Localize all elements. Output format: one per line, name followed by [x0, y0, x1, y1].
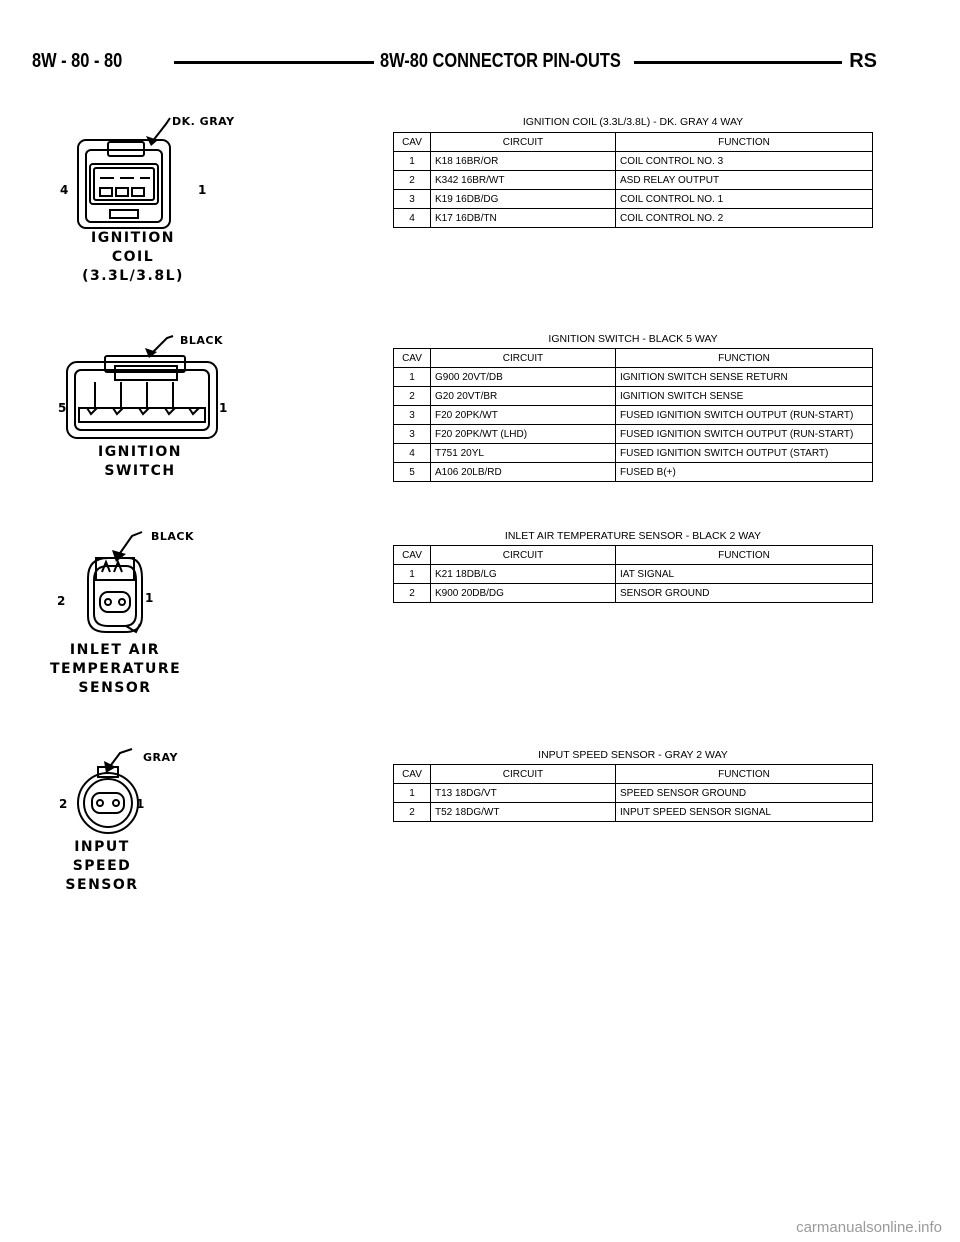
- circuit-cell: K342 16BR/WT: [431, 171, 616, 190]
- pinout-table-input-speed-sensor: [393, 764, 873, 822]
- circuit-cell: T52 18DG/WT: [431, 803, 616, 822]
- circuit-cell: F20 20PK/WT: [431, 406, 616, 425]
- watermark: carmanualsonline.info: [796, 1219, 942, 1236]
- pin-label-right: 1: [136, 797, 146, 811]
- function-cell: IGNITION SWITCH SENSE RETURN: [616, 368, 873, 387]
- function-cell: SPEED SENSOR GROUND: [616, 784, 873, 803]
- cav-cell: 2: [394, 387, 431, 406]
- table-row: [394, 387, 873, 406]
- table-row: [394, 803, 873, 822]
- cav-cell: 3: [394, 406, 431, 425]
- circuit-cell: G900 20VT/DB: [431, 368, 616, 387]
- header-function: FUNCTION: [616, 546, 873, 565]
- table-title: IGNITION SWITCH - BLACK 5 WAY: [548, 333, 718, 345]
- pin-label-left: 2: [59, 797, 69, 811]
- table-header-row: [394, 349, 873, 368]
- circuit-cell: A106 20LB/RD: [431, 463, 616, 482]
- function-cell: INPUT SPEED SENSOR SIGNAL: [616, 803, 873, 822]
- header-rule-left: [174, 61, 374, 64]
- pinout-table-inlet-air-temp-sensor: [393, 545, 873, 603]
- function-cell: FUSED B(+): [616, 463, 873, 482]
- function-cell: FUSED IGNITION SWITCH OUTPUT (START): [616, 444, 873, 463]
- circuit-cell: K17 16DB/TN: [431, 209, 616, 228]
- color-label: GRAY: [143, 751, 178, 764]
- circuit-cell: K21 18DB/LG: [431, 565, 616, 584]
- circuit-cell: K900 20DB/DG: [431, 584, 616, 603]
- pin-label-left: 2: [57, 594, 67, 608]
- connector-name: INLET AIR TEMPERATURE SENSOR: [50, 642, 182, 696]
- header-circuit: CIRCUIT: [431, 765, 616, 784]
- table-header-row: [394, 546, 873, 565]
- header-cav: CAV: [394, 546, 431, 565]
- table-header-row: [394, 765, 873, 784]
- pin-label-right: 1: [198, 183, 208, 197]
- connector-name: IGNITION SWITCH: [97, 444, 182, 479]
- header-circuit: CIRCUIT: [431, 133, 616, 152]
- table-row: [394, 444, 873, 463]
- header-cav: CAV: [394, 765, 431, 784]
- cav-cell: 1: [394, 368, 431, 387]
- page-title: 8W-80 CONNECTOR PIN-OUTS: [380, 50, 621, 72]
- circuit-cell: F20 20PK/WT (LHD): [431, 425, 616, 444]
- header-rule-right: [634, 61, 842, 64]
- cav-cell: 2: [394, 584, 431, 603]
- circuit-cell: G20 20VT/BR: [431, 387, 616, 406]
- cav-cell: 2: [394, 171, 431, 190]
- pin-label-left: 5: [58, 401, 68, 415]
- pin-label-right: 1: [219, 401, 229, 415]
- circuit-cell: K18 16BR/OR: [431, 152, 616, 171]
- table-row: [394, 171, 873, 190]
- table-row: [394, 565, 873, 584]
- circuit-cell: K19 16DB/DG: [431, 190, 616, 209]
- function-cell: ASD RELAY OUTPUT: [616, 171, 873, 190]
- table-title: IGNITION COIL (3.3L/3.8L) - DK. GRAY 4 WAY: [522, 116, 744, 128]
- table-header-row: [394, 133, 873, 152]
- circuit-cell: T751 20YL: [431, 444, 616, 463]
- connector-name: IGNITION COIL (3.3L/3.8L): [82, 230, 184, 284]
- header-circuit: CIRCUIT: [431, 349, 616, 368]
- color-label: BLACK: [180, 334, 224, 347]
- function-cell: IAT SIGNAL: [616, 565, 873, 584]
- pin-label-right: 1: [145, 591, 155, 605]
- inlet-air-temp-sensor-connector-diagram: [70, 528, 230, 638]
- cav-cell: 4: [394, 209, 431, 228]
- table-title: INPUT SPEED SENSOR - GRAY 2 WAY: [538, 749, 728, 761]
- table-row: [394, 784, 873, 803]
- header-function: FUNCTION: [616, 133, 873, 152]
- cav-cell: 5: [394, 463, 431, 482]
- table-row: [394, 190, 873, 209]
- function-cell: FUSED IGNITION SWITCH OUTPUT (RUN-START): [616, 425, 873, 444]
- table-row: [394, 406, 873, 425]
- page-header: [32, 44, 877, 74]
- header-function: FUNCTION: [616, 349, 873, 368]
- color-label: DK. GRAY: [172, 115, 235, 128]
- table-row: [394, 425, 873, 444]
- function-cell: COIL CONTROL NO. 3: [616, 152, 873, 171]
- section-code: RS: [849, 50, 877, 72]
- page-number: 8W - 80 - 80: [32, 50, 123, 72]
- cav-cell: 3: [394, 425, 431, 444]
- function-cell: FUSED IGNITION SWITCH OUTPUT (RUN-START): [616, 406, 873, 425]
- connector-name: INPUT SPEED SENSOR: [65, 839, 139, 893]
- cav-cell: 1: [394, 784, 431, 803]
- pin-label-left: 4: [60, 183, 70, 197]
- function-cell: COIL CONTROL NO. 1: [616, 190, 873, 209]
- function-cell: COIL CONTROL NO. 2: [616, 209, 873, 228]
- table-row: [394, 152, 873, 171]
- function-cell: SENSOR GROUND: [616, 584, 873, 603]
- cav-cell: 4: [394, 444, 431, 463]
- cav-cell: 2: [394, 803, 431, 822]
- header-circuit: CIRCUIT: [431, 546, 616, 565]
- table-row: [394, 584, 873, 603]
- function-cell: IGNITION SWITCH SENSE: [616, 387, 873, 406]
- pinout-table-ignition-switch: [393, 348, 873, 482]
- cav-cell: 1: [394, 565, 431, 584]
- table-row: [394, 368, 873, 387]
- header-function: FUNCTION: [616, 765, 873, 784]
- table-row: [394, 209, 873, 228]
- cav-cell: 3: [394, 190, 431, 209]
- table-row: [394, 463, 873, 482]
- table-title: INLET AIR TEMPERATURE SENSOR - BLACK 2 WAY: [504, 530, 762, 542]
- pinout-table-ignition-coil: [393, 132, 873, 228]
- color-label: BLACK: [151, 530, 195, 543]
- header-cav: CAV: [394, 349, 431, 368]
- circuit-cell: T13 18DG/VT: [431, 784, 616, 803]
- header-cav: CAV: [394, 133, 431, 152]
- cav-cell: 1: [394, 152, 431, 171]
